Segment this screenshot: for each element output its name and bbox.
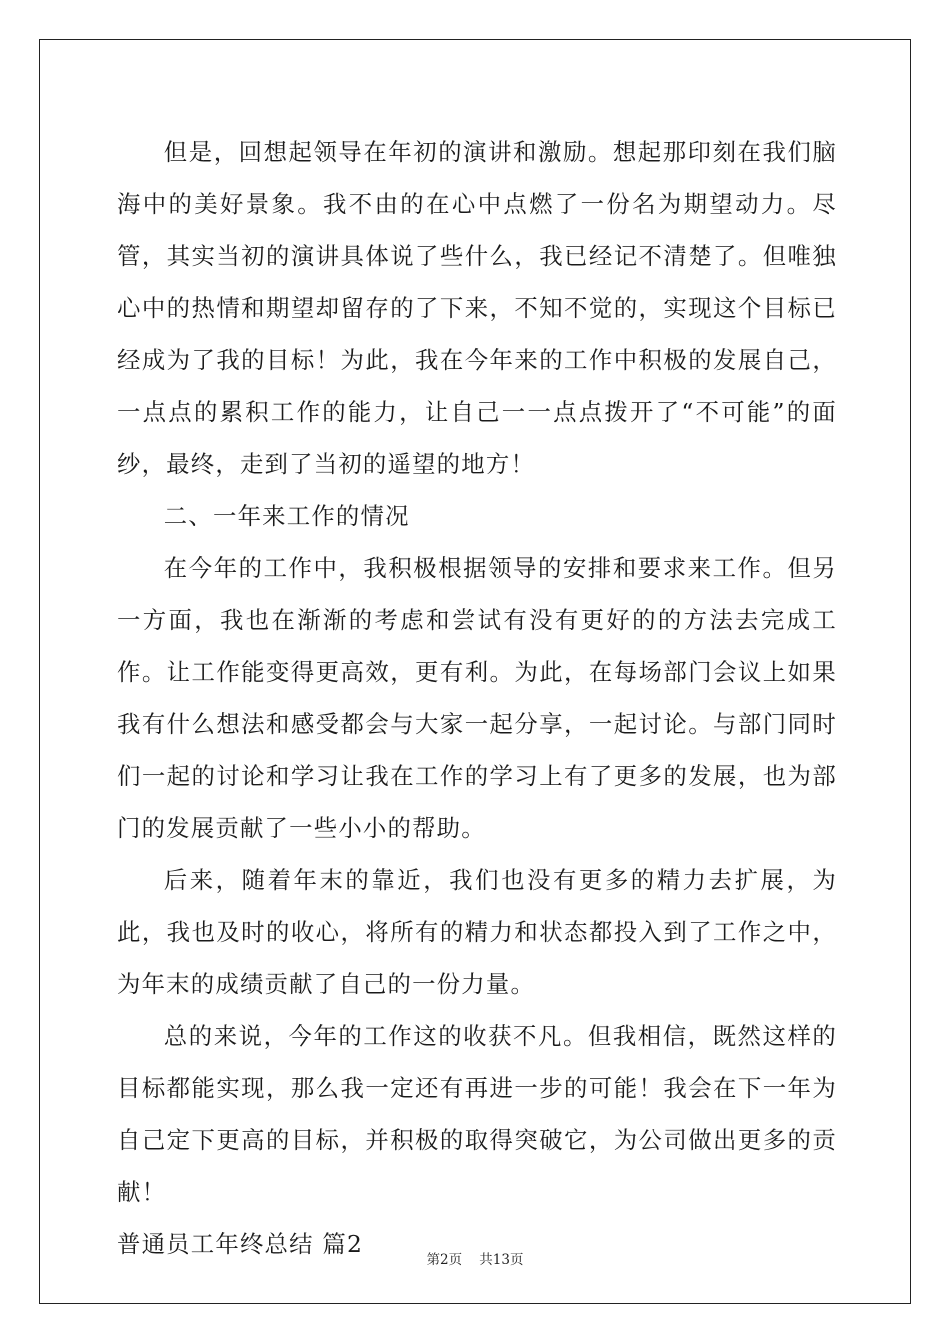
paragraph-year-end: 后来，随着年末的靠近，我们也没有更多的精力去扩展，为此，我也及时的收心，将所有的精力和状态都投入到了工作之中，为年末的成绩贡献了自己的一份力量。 <box>117 866 837 998</box>
section-heading-work-status: 二、一年来工作的情况 <box>163 502 410 530</box>
page-footer <box>0 1251 950 1269</box>
paragraph-summary: 总的来说，今年的工作这的收获不凡。但我相信，既然这样的目标都能实现，那么我一定还有再进一步的可能！我会在下一年为自己定下更高的目标，并积极的取得突破它，为公司做出更多的贡献！ <box>117 1022 837 1206</box>
article-title-part-2: 普通员工年终总结 篇2 <box>117 1230 364 1258</box>
document-body <box>117 126 837 1270</box>
page-number-label: 第2页 共13页 <box>426 1252 524 1268</box>
paragraph-recollection: 但是，回想起领导在年初的演讲和激励。想起那印刻在我们脑海中的美好景象。我不由的在心中点燃了一份名为期望动力。尽管，其实当初的演讲具体说了些什么，我已经记不清楚了。但唯独心中的热情和期望却留存的了下来，不知不觉的，实现这个目标已经成为了我的目标！为此，我在今年来的工作中积极的发展自己，一点点的累积工作的能力，让自己一一点点拨开了“不可能”的面纱，最终，走到了当初的遥望的地方！ <box>117 138 837 478</box>
paragraph-work-approach: 在今年的工作中，我积极根据领导的安排和要求来工作。但另一方面，我也在渐渐的考虑和尝试有没有更好的的方法去完成工作。让工作能变得更高效，更有利。为此，在每场部门会议上如果我有什么想法和感受都会与大家一起分享，一起讨论。与部门同时们一起的讨论和学习让我在工作的学习上有了更多的发展，也为部门的发展贡献了一些小小的帮助。 <box>117 554 837 842</box>
